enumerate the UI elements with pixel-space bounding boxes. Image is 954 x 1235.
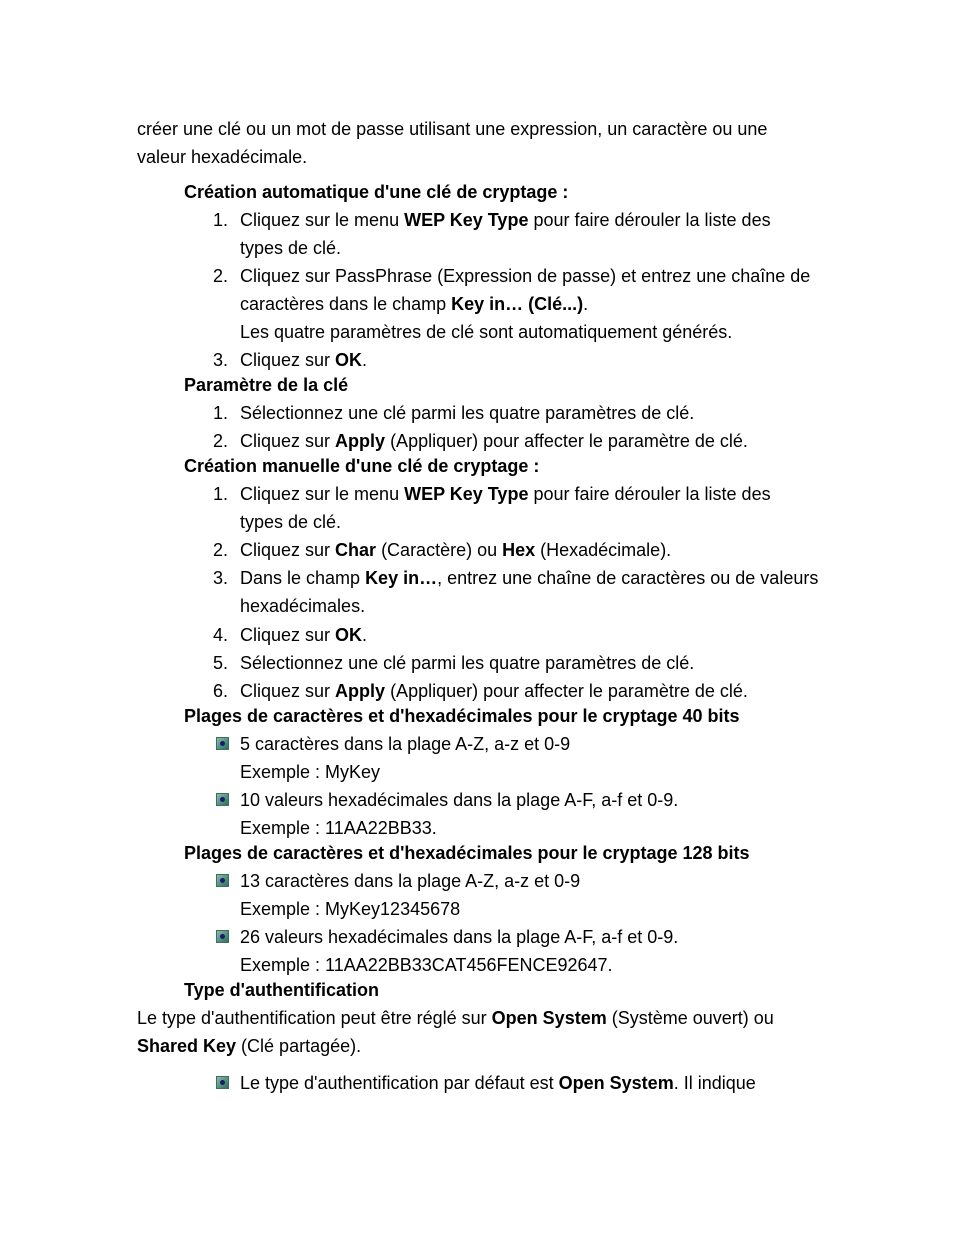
- bullet-icon: [216, 874, 229, 887]
- bullet-icon: [216, 1076, 229, 1089]
- list-number: 1.: [212, 403, 228, 423]
- list-item: Sélectionnez une clé parmi les quatre paramètres de clé.: [240, 403, 695, 423]
- list-number: 1.: [212, 210, 228, 230]
- list-item: Cliquez sur PassPhrase (Expression de passe) et entrez une chaîne de: [240, 266, 811, 286]
- heading-manual-key: Création manuelle d'une clé de cryptage :: [184, 456, 540, 476]
- list-number: 2.: [212, 540, 228, 560]
- bullet-example: Exemple : MyKey: [240, 762, 381, 782]
- list-number: 4.: [212, 625, 228, 645]
- bullet-example: Exemple : MyKey12345678: [240, 899, 461, 919]
- bullet-item: 5 caractères dans la plage A-Z, a-z et 0-9: [240, 734, 571, 754]
- list-number: 5.: [212, 653, 228, 673]
- bullet-icon: [216, 930, 229, 943]
- auth-paragraph-line-2: Shared Key (Clé partagée).: [137, 1036, 362, 1056]
- list-item-continuation: types de clé.: [240, 512, 342, 532]
- bullet-item: 26 valeurs hexadécimales dans la plage A-F, a-f et 0-9.: [240, 927, 679, 947]
- list-number: 2.: [212, 266, 228, 286]
- heading-auth-type: Type d'authentification: [184, 980, 379, 1000]
- bullet-example: Exemple : 11AA22BB33CAT456FENCE92647.: [240, 955, 613, 975]
- bullet-icon: [216, 793, 229, 806]
- heading-auto-key: Création automatique d'une clé de cryptage :: [184, 182, 569, 202]
- bullet-item: 10 valeurs hexadécimales dans la plage A-F, a-f et 0-9.: [240, 790, 679, 810]
- list-number: 6.: [212, 681, 228, 701]
- list-item: Cliquez sur le menu WEP Key Type pour faire dérouler la liste des: [240, 484, 771, 504]
- bullet-item: 13 caractères dans la plage A-Z, a-z et 0-9: [240, 871, 581, 891]
- heading-range-128: Plages de caractères et d'hexadécimales pour le cryptage 128 bits: [184, 843, 750, 863]
- list-item: Sélectionnez une clé parmi les quatre paramètres de clé.: [240, 653, 695, 673]
- auth-paragraph-line-1: Le type d'authentification peut être réglé sur Open System (Système ouvert) ou: [137, 1008, 774, 1028]
- heading-range-40: Plages de caractères et d'hexadécimales pour le cryptage 40 bits: [184, 706, 740, 726]
- list-item-continuation: types de clé.: [240, 238, 342, 258]
- list-item: Dans le champ Key in…, entrez une chaîne de caractères ou de valeurs: [240, 568, 819, 588]
- list-item: Cliquez sur Apply (Appliquer) pour affecter le paramètre de clé.: [240, 681, 748, 701]
- bullet-example: Exemple : 11AA22BB33.: [240, 818, 437, 838]
- list-item-continuation: caractères dans le champ Key in… (Clé...).: [240, 294, 589, 314]
- list-number: 1.: [212, 484, 228, 504]
- list-item: Cliquez sur OK.: [240, 625, 368, 645]
- intro-line-2: valeur hexadécimale.: [137, 147, 308, 167]
- list-item: Cliquez sur Char (Caractère) ou Hex (Hexadécimale).: [240, 540, 672, 560]
- list-item: Cliquez sur Apply (Appliquer) pour affecter le paramètre de clé.: [240, 431, 748, 451]
- list-item-note: Les quatre paramètres de clé sont automatiquement générés.: [240, 322, 733, 342]
- list-number: 3.: [212, 568, 228, 588]
- intro-line-1: créer une clé ou un mot de passe utilisant une expression, un caractère ou une: [137, 119, 768, 139]
- bullet-item: Le type d'authentification par défaut est Open System. Il indique: [240, 1073, 756, 1093]
- list-number: 2.: [212, 431, 228, 451]
- bullet-icon: [216, 737, 229, 750]
- list-item-continuation: hexadécimales.: [240, 596, 366, 616]
- list-item: Cliquez sur OK.: [240, 350, 368, 370]
- list-number: 3.: [212, 350, 228, 370]
- heading-key-parameter: Paramètre de la clé: [184, 375, 349, 395]
- list-item: Cliquez sur le menu WEP Key Type pour faire dérouler la liste des: [240, 210, 771, 230]
